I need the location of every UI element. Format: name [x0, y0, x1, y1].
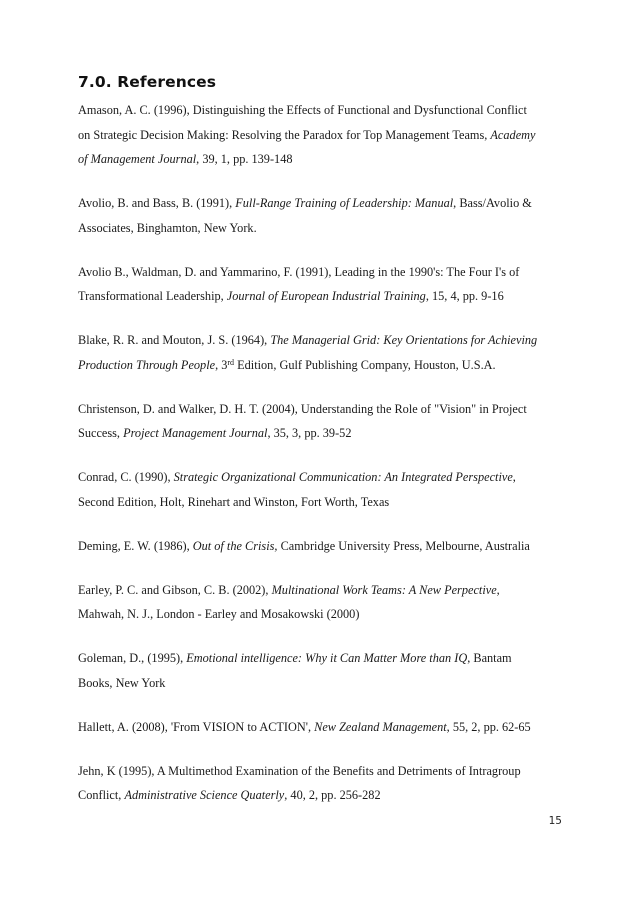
reference-line [78, 671, 562, 696]
reference-text: , 55, 2, pp. 62-65 [446, 719, 531, 734]
reference-line [78, 578, 562, 603]
reference-line [78, 421, 562, 446]
reference-text: Earley, P. C. and Gibson, C. B. (2002), [78, 582, 272, 597]
reference-line [78, 783, 562, 808]
reference-text: Amason, A. C. (1996), Distinguishing the Effects of Functional and Dysfunctional Conflict [78, 103, 527, 117]
reference-item [78, 578, 562, 627]
reference-line [78, 465, 562, 490]
reference-title: New Zealand Management [314, 719, 447, 734]
reference-line [78, 147, 562, 172]
reference-text: Blake, R. R. and Mouton, J. S. (1964), [78, 333, 271, 347]
reference-line [78, 191, 562, 216]
reference-text: , 3 [215, 357, 228, 372]
reference-item [78, 328, 562, 377]
reference-line [78, 284, 562, 309]
reference-text: Christenson, D. and Walker, D. H. T. (2004), Understanding the Role of "Vision" in Project [78, 401, 527, 416]
reference-item [78, 534, 562, 559]
reference-line [78, 216, 562, 241]
reference-text: Conflict, [78, 788, 125, 802]
reference-title: of Management Journal [78, 152, 197, 166]
reference-line [78, 490, 562, 515]
reference-line [78, 534, 562, 559]
reference-title: Multinational Work Teams: A New Perpective, [271, 582, 500, 597]
reference-text: Mahwah, N. J., London - Earley and Mosakowski (2000) [78, 607, 360, 621]
reference-text: Avolio, B. and Bass, B. (1991), [78, 196, 236, 210]
reference-text: Goleman, D., (1995), [78, 651, 187, 665]
reference-item [78, 646, 562, 695]
edition-superscript: rd [227, 357, 235, 367]
reference-line [78, 98, 562, 123]
reference-text: Books, New York [78, 675, 166, 690]
reference-line [78, 260, 562, 285]
reference-text: on Strategic Decision Making: Resolving the Paradox for Top Management Teams, [78, 127, 491, 142]
reference-item [78, 465, 562, 514]
reference-line [78, 123, 562, 148]
reference-text: , Bass/Avolio & [453, 196, 532, 210]
reference-text: Cambridge University Press, Melbourne, Australia [277, 538, 530, 553]
reference-line [78, 353, 562, 378]
reference-text: Second Edition, Holt, Rinehart and Winston, Fort Worth, Texas [78, 494, 390, 509]
reference-title: Out of the Crisis, [192, 538, 278, 553]
reference-item [78, 715, 562, 740]
reference-text: , 40, 2, pp. 256-282 [284, 788, 381, 802]
reference-item [78, 759, 562, 808]
reference-title: Administrative Science Quaterly [124, 788, 285, 802]
reference-text: Deming, E. W. (1986), [78, 538, 193, 553]
reference-text: Hallett, A. (2008), 'From VISION to ACTION', [78, 719, 315, 734]
reference-line [78, 602, 562, 627]
reference-text: , 15, 4, pp. 9-16 [425, 289, 504, 303]
reference-line [78, 646, 562, 671]
reference-item [78, 397, 562, 446]
reference-title: Strategic Organizational Communication: An Integrated Perspective [173, 470, 513, 484]
reference-title: Full-Range Training of Leadership: Manual [235, 196, 454, 210]
reference-text: , Bantam [467, 651, 512, 665]
section-heading: 7.0. References [78, 73, 217, 91]
reference-title: The Managerial Grid: Key Orientations for Achieving [270, 333, 538, 347]
reference-text: Conrad, C. (1990), [78, 470, 174, 484]
reference-line [78, 715, 562, 740]
reference-text: Avolio B., Waldman, D. and Yammarino, F. (1991), Leading in the 1990's: The Four I's of [78, 264, 520, 279]
reference-line [78, 759, 562, 784]
reference-title: Emotional intelligence: Why it Can Matter More than IQ [186, 651, 468, 665]
reference-text: Success, [78, 426, 124, 440]
reference-title: Production Through People [78, 357, 216, 372]
reference-title: Project Management Journal [123, 426, 268, 440]
reference-title: Journal of European Industrial Training [226, 289, 426, 303]
reference-title: Academy [490, 127, 536, 142]
reference-line [78, 328, 562, 353]
reference-text: Associates, Binghamton, New York. [78, 220, 257, 235]
reference-list [78, 98, 562, 827]
reference-item [78, 260, 562, 309]
reference-text: , [512, 470, 516, 484]
reference-text: Edition, Gulf Publishing Company, Houston, U.S.A. [234, 357, 496, 372]
reference-line [78, 397, 562, 422]
reference-text: , 35, 3, pp. 39-52 [267, 426, 352, 440]
page-number: 15 [548, 815, 562, 827]
reference-item [78, 98, 562, 172]
reference-text: Transformational Leadership, [78, 289, 227, 303]
reference-text: Jehn, K (1995), A Multimethod Examination of the Benefits and Detriments of Intragroup [78, 763, 521, 778]
reference-text: , 39, 1, pp. 139-148 [196, 152, 293, 166]
reference-item [78, 191, 562, 240]
